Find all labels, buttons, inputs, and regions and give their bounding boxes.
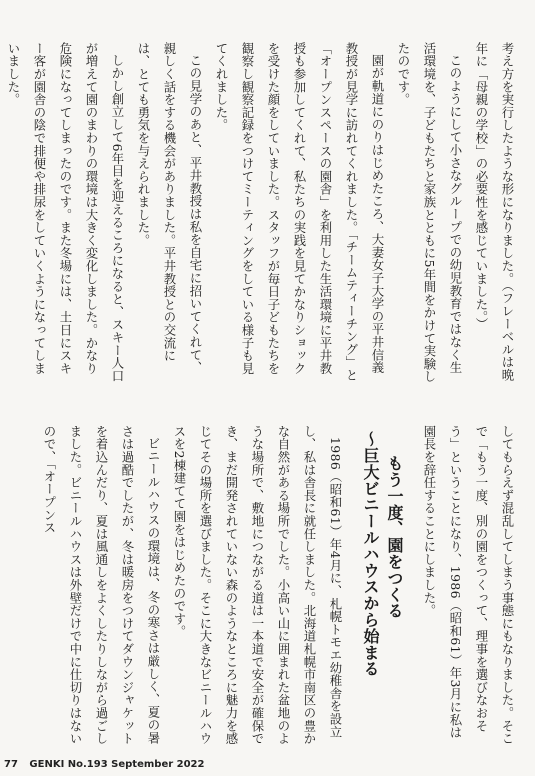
bottom-text-before-heading [416, 425, 520, 745]
paragraph: 園が軌道にのりはじめたころ、大妻女子大学の平井信義教授が見学に訪れてくれました。「チームティーチング」と「オープンスペースの園舎」を利用した生活環境に平井教授も参加してくれて、私たちの実践を見てかなりショックを受けた顔をしていました。スタッフが毎日子どもたちを観察し観察記録をつけてミーティングをしている様子も見てくれました。 [214, 42, 385, 382]
paragraph: この見学のあと、平井教授は私を自宅に招いてくれて、親しく話をする機会がありました。平井教授との交流には、とても勇気を与えられました。 [136, 42, 203, 375]
page-number: 77 [4, 759, 18, 770]
magazine-issue: GENKI No.193 September 2022 [29, 759, 205, 770]
paragraph: 1986（昭和61）年4月に、札幌トモエ幼稚舎を設立し、私は舎長に就任しました。北海道札幌市南区の豊かな自然がある場所でした。小高い山に囲まれた盆地のような場所で、敷地につながる道は一本道で安全が確保でき、まだ開発されていない森のようなところに魅力を感じてその場所を選びました。そこに大きなビニールハウスを2棟建てて園をはじめたのです。 [172, 425, 343, 745]
section-heading [358, 425, 406, 745]
paragraph: 考え方を実行したような形になりました。（フレーベルは晩年に「母親の学校」の必要性を感じていました。） [474, 42, 515, 382]
paragraph: ビニールハウスの環境は、冬の寒さは厳しく、夏の暑さは過酷でしたが、冬は暖房をつけてダウンジャケットを着込んだり、夏は風通しをよくしたりしながら過ごしました。ビニールハウスは外壁だけで中に仕切りはないので、「オープンス [42, 425, 161, 745]
bottom-text-after-heading [36, 425, 348, 745]
paragraph: してもらえず混乱してしまう事態にもなりました。そこで「もう一度、別の園をつくって、理事を選びなおそう」ということになり、1986（昭和61）年3月に私は園長を辞任することにしました。 [422, 425, 515, 745]
section-heading-line2: 〜巨大ビニールハウスから始まる [361, 431, 380, 677]
paragraph: このようにして小さなグループでの幼児教育ではなく生活環境を、子どもたちと家族とともに5年間をかけて実験したのです。 [396, 42, 463, 384]
paragraph: しかし創立して6年目を迎えるころになると、スキー人口が増えて園のまわりの環境は大きく変化しました。かなり危険になってしまったのです。また冬場には、土日にスキー客が園舎の陰で排便や排尿をしていくようになってしまいました。 [6, 42, 125, 383]
top-text-tier [6, 42, 520, 387]
page-footer [4, 759, 212, 770]
section-heading-line1: もう一度、園をつくる [385, 455, 404, 619]
bottom-text-tier [40, 425, 520, 745]
